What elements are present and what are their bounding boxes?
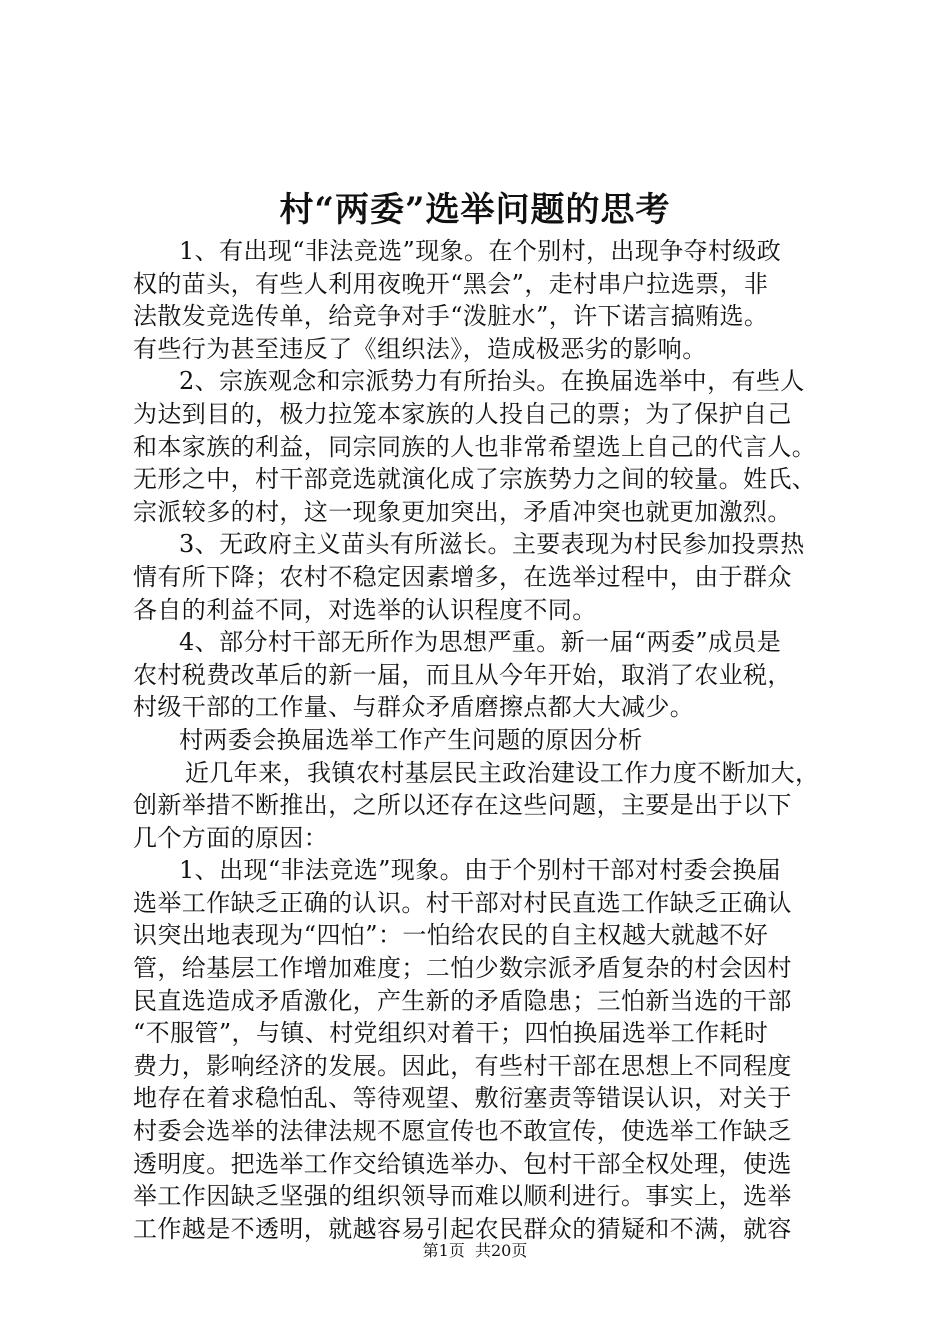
text-line: 农村税费改革后的新一届，而且从今年开始，取消了农业税，: [133, 660, 792, 689]
document-title: 村“两委”选举问题的思考: [279, 190, 671, 230]
text-line: 3、无政府主义苗头有所滋长。主要表现为村民参加投票热: [179, 530, 805, 559]
text-line: 无形之中，村干部竞选就演化成了宗族势力之间的较量。姓氏、: [133, 465, 817, 494]
text-line: 1、出现“非法竞选”现象。由于个别村干部对村委会换届: [179, 856, 782, 885]
text-line: 宗派较多的村，这一现象更加突出，矛盾冲突也就更加激烈。: [133, 497, 792, 526]
text-line: 近几年来，我镇农村基层民主政治建设工作力度不断加大，: [185, 758, 820, 787]
text-line: 权的苗头，有些人利用夜晚开“黑会”，走村串户拉选票，非: [133, 269, 769, 298]
text-line: 2、宗族观念和宗派势力有所抬头。在换届选举中，有些人: [179, 367, 805, 396]
text-line: 管，给基层工作增加难度；二怕少数宗派矛盾复杂的村会因村: [133, 954, 792, 983]
text-line: 法散发竞选传单，给竞争对手“泼脏水”，许下诺言搞贿选。: [133, 302, 769, 331]
text-line: “不服管”，与镇、村党组织对着干；四怕换届选举工作耗时: [133, 1019, 769, 1048]
text-line: 费力，影响经济的发展。因此，有些村干部在思想上不同程度: [133, 1051, 792, 1080]
text-line: 各自的利益不同，对选举的认识程度不同。: [133, 595, 597, 624]
text-line: 4、部分村干部无所作为思想严重。新一届“两委”成员是: [179, 628, 782, 657]
text-line: 村委会选举的法律法规不愿宣传也不敢宣传，使选举工作缺乏: [133, 1117, 792, 1146]
text-line: 民直选造成矛盾激化，产生新的矛盾隐患；三怕新当选的干部: [133, 986, 792, 1015]
text-line: 村级干部的工作量、与群众矛盾磨擦点都大大减少。: [133, 693, 695, 722]
text-line: 创新举措不断推出，之所以还存在这些问题，主要是出于以下: [133, 791, 792, 820]
document-body: [133, 235, 833, 1245]
text-line: 1、有出现“非法竞选”现象。在个别村，出现争夺村级政: [179, 237, 782, 265]
text-line: 情有所下降；农村不稳定因素增多，在选举过程中，由于群众: [133, 562, 792, 591]
text-line: 地存在着求稳怕乱、等待观望、敷衍塞责等错误认识，对关于: [133, 1084, 792, 1113]
text-line: 有些行为甚至违反了《组织法》，造成极恶劣的影响。: [133, 334, 707, 363]
section-heading: 村两委会换届选举工作产生问题的原因分析: [179, 725, 643, 754]
text-line: 几个方面的原因：: [133, 823, 329, 852]
text-line: 透明度。把选举工作交给镇选举办、包村干部全权处理，使选: [133, 1149, 792, 1178]
text-line: 和本家族的利益，同宗同族的人也非常希望选上自己的代言人。: [133, 432, 817, 461]
page-indicator: 第1页 共20页: [422, 1241, 528, 1260]
text-line: 识突出地表现为“四怕”：一怕给农民的自主权越大就越不好: [133, 921, 769, 950]
text-line: 举工作因缺乏坚强的组织领导而难以顺利进行。事实上，选举: [133, 1182, 792, 1211]
text-line: 工作越是不透明，就越容易引起农民群众的猜疑和不满，就容: [133, 1214, 792, 1243]
text-line: 为达到目的，极力拉笼本家族的人投自己的票；为了保护自己: [133, 399, 792, 428]
text-line: 选举工作缺乏正确的认识。村干部对村民直选工作缺乏正确认: [133, 888, 792, 917]
